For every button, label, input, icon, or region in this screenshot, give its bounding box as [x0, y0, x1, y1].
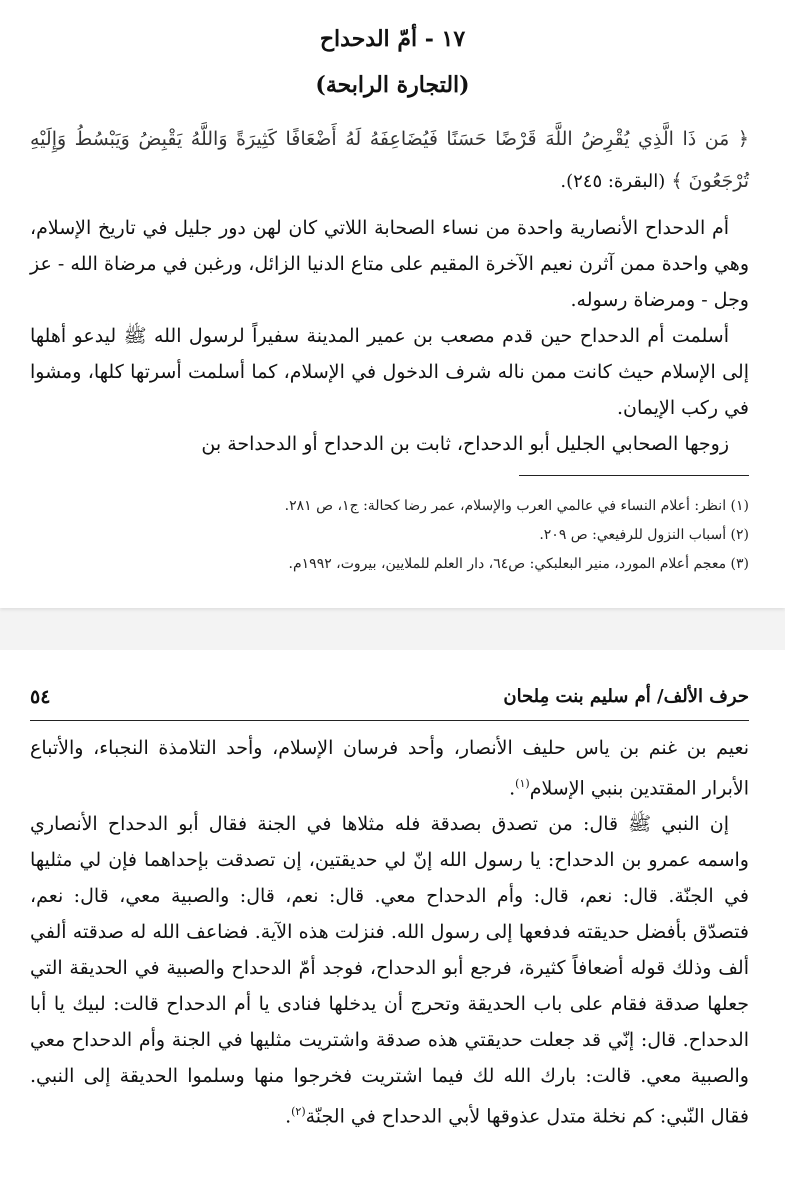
paragraph: أسلمت أم الدحداح حين قدم مصعب بن عمير المدينة سفيراً لرسول الله ﷺ ليدعو أهلها إلى الإسلام حيث كانت ممن ناله شرف الدخول في الإسلام، كما أسلمت أسرتها كلها، ومشوا في ركب الإيمان.	[30, 325, 749, 419]
verse-text: ﴿ مَن ذَا الَّذِي يُقْرِضُ اللَّهَ قَرْضًا حَسَنًا فَيُضَاعِفَهُ لَهُ أَضْعَافًا كَثِيرَةً وَاللَّهُ يَقْبِضُ وَيَبْسُطُ وَإِلَيْهِ تُرْجَعُونَ ﴾	[30, 128, 749, 192]
page-number: ٥٤	[30, 686, 51, 708]
paragraph: نعيم بن غنم بن ياس حليف الأنصار، وأحد فرسان الإسلام، وأحد التلامذة النجباء، والأتباع الأبرار المقتدين بنبي الإسلام$^{(١)}$.	[30, 737, 749, 800]
footnote-divider	[519, 475, 749, 476]
chapter-subtitle: (التجارة الرابحة)	[315, 72, 470, 98]
footnote-mark: (١)	[515, 777, 530, 790]
paragraph: زوجها الصحابي الجليل أبو الدحداح، ثابت بن الدحداح أو الدحداحة بن	[201, 433, 729, 455]
footnote: (٢) أسباب النزول للرفيعي: ص ٢٠٩.	[539, 527, 749, 543]
bottom-page	[0, 650, 785, 1200]
footnote: (٣) معجم أعلام المورد، منير البعلبكي: ص٦٤، دار العلم للملايين، بيروت، ١٩٩٢م.	[288, 556, 749, 572]
bottom-body-text	[30, 730, 749, 1135]
top-body-text	[30, 210, 749, 462]
paragraph-text: نعيم بن غنم بن ياس حليف الأنصار، وأحد فرسان الإسلام، وأحد التلامذة النجباء، والأتباع الأبرار المقتدين بنبي الإسلام	[30, 737, 749, 800]
quran-verse	[30, 118, 749, 203]
footnotes	[30, 492, 749, 579]
chapter-title: ١٧ - أمّ الدحداح	[319, 26, 466, 52]
footnote: (١) انظر: أعلام النساء في عالمي العرب والإسلام، عمر رضا كحالة: ج١، ص ٢٨١.	[284, 498, 749, 514]
paragraph-text: إن النبي ﷺ قال: من تصدق بصدقة فله مثلاها في الجنة فقال أبو الدحداح الأنصاري واسمه عمرو بن الدحداح: يا رسول الله إنّ لي حديقتين، إن تصدقت بإحداهما فإن لي مثليها في الجنّة. قال: نعم، قال: وأم الدحداح معي. قال: نعم، قال: والصبية معي، قال: نعم، فتصدّق بأفضل حديقته فدفعها إلى رسول الله. فنزلت هذه الآية. فضاعف الله له صدقته ألفي ألف وذلك قوله أضعافاً كثيرة، فرجع أبو الدحداح، فوجد أمّ الدحداح والصبية في الحديقة التي جعلها صدقة فقام على باب الحديقة وتحرج أن يدخلها فنادى يا أم الدحداح قالت: لبيك يا أبا الدحداح. قال: إنّي قد جعلت حديقتي هذه صدقة واشتريت مثليها في الجنة وأم الدحداح معي والصبية معي. قالت: بارك الله لك فيما اشتريت فخرجوا منها وسلموا الحديقة إلى النبي. فقال النّبي: كم نخلة متدل عذوقها لأبي الدحداح في الجنّة	[30, 813, 749, 1128]
paragraph: إن النبي ﷺ قال: من تصدق بصدقة فله مثلاها في الجنة فقال أبو الدحداح الأنصاري واسمه عمرو بن الدحداح: يا رسول الله إنّ لي حديقتين، إن تصدقت بإحداهما فإن لي مثليها في الجنّة. قال: نعم، قال: وأم الدحداح معي. قال: نعم، قال: والصبية معي، قال: نعم، فتصدّق بأفضل حديقته فدفعها إلى رسول الله. فنزلت هذه الآية. فضاعف الله له صدقته ألفي ألف وذلك قوله أضعافاً كثيرة، فرجع أبو الدحداح، فوجد أمّ الدحداح والصبية في الحديقة التي جعلها صدقة فقام على باب الحديقة وتحرج أن يدخلها فنادى يا أم الدحداح قالت: لبيك يا أبا الدحداح. قال: إنّي قد جعلت حديقتي هذه صدقة واشتريت مثليها في الجنة وأم الدحداح معي والصبية معي. قالت: بارك الله لك فيما اشتريت فخرجوا منها وسلموا الحديقة إلى النبي. فقال النّبي: كم نخلة متدل عذوقها لأبي الدحداح في الجنّة$^{(٢)}$.	[30, 813, 749, 1128]
running-title: حرف الألف/ أم سليم بنت مِلحان	[503, 686, 749, 707]
verse-reference: (البقرة: ٢٤٥).	[560, 171, 666, 192]
paragraph: أم الدحداح الأنصارية واحدة من نساء الصحابة اللاتي كان لهن دور جليل في تاريخ الإسلام، وهي واحدة ممن آثرن نعيم الآخرة المقيم على متاع الدنيا الزائل، ورغبن في مرضاة الله - عز وجل - ومرضاة رسوله.	[30, 217, 749, 311]
running-header	[30, 686, 749, 721]
footnote-mark: (٢)	[291, 1105, 306, 1119]
